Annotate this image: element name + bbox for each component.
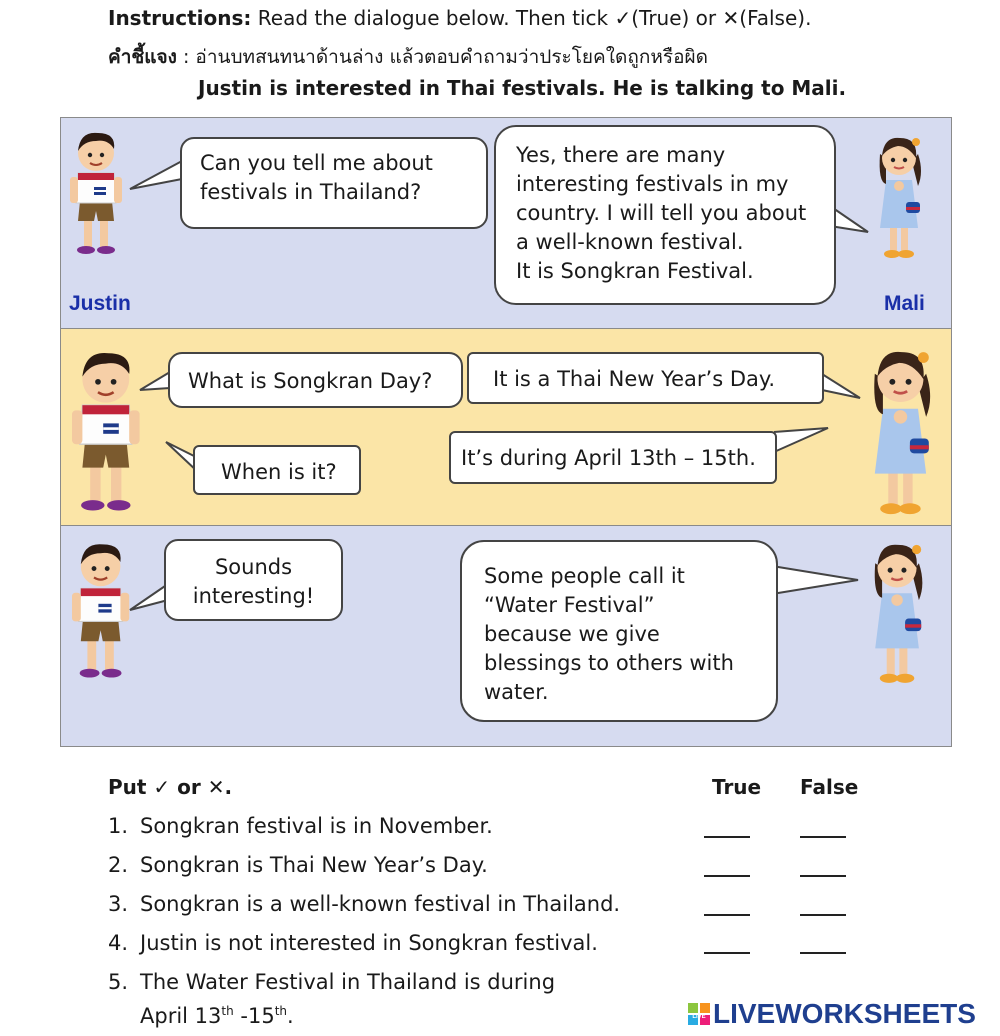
speech-bubble-justin-1 xyxy=(180,137,488,229)
question-text: The Water Festival in Thailand is during xyxy=(140,970,556,994)
liveworksheets-logo xyxy=(688,998,976,1030)
question-number: 4. xyxy=(108,931,129,955)
true-answer-blank-2[interactable] xyxy=(704,875,750,877)
question-number: 1. xyxy=(108,814,129,838)
bubble-line: blessings to others with xyxy=(484,651,734,675)
speech-bubble-justin-2: What is Songkran Day? xyxy=(168,352,463,408)
speech-bubble-mali-2: It is a Thai New Year’s Day. xyxy=(467,352,824,404)
speech-bubble-mali-1 xyxy=(494,125,836,305)
mali-illustration xyxy=(866,128,936,268)
speech-bubble-justin-4 xyxy=(164,539,343,621)
false-answer-blank-3[interactable] xyxy=(800,914,846,916)
false-answer-blank-2[interactable] xyxy=(800,875,846,877)
bubble-line: a well-known festival. xyxy=(516,230,744,254)
thai-text: : อ่านบทสนทนาด้านล่าง แล้วตอบคำถามว่าประโยคใดถูกหรือผิด xyxy=(182,46,709,68)
speech-tail xyxy=(138,368,172,398)
true-column-header: True xyxy=(712,775,762,799)
speech-bubble-mali-3: It’s during April 13th – 15th. xyxy=(449,431,777,484)
speech-tail xyxy=(820,368,864,402)
logo-text: LIVEWORKSHEETS xyxy=(713,998,976,1029)
svg-text:LIVE: LIVE xyxy=(692,1014,706,1020)
question-number: 2. xyxy=(108,853,129,877)
instructions-text: Read the dialogue below. Then tick ✓(True) or ✕(False). xyxy=(257,6,812,30)
lead-sentence: Justin is interested in Thai festivals. He is talking to Mali. xyxy=(198,76,847,100)
mali-name-label: Mali xyxy=(884,292,925,315)
justin-name-label: Justin xyxy=(69,292,131,315)
question-1 xyxy=(108,812,493,841)
false-answer-blank-1[interactable] xyxy=(800,836,846,838)
question-4 xyxy=(108,929,598,958)
question-text-line2: April 13th -15th. xyxy=(140,1004,294,1028)
speech-tail xyxy=(770,426,832,460)
bubble-line: festivals in Thailand? xyxy=(200,180,422,204)
instructions-label: Instructions: xyxy=(108,6,252,30)
liveworksheets-logo-icon xyxy=(688,1003,710,1025)
bubble-line: interesting festivals in my xyxy=(516,172,789,196)
question-text: Songkran is Thai New Year’s Day. xyxy=(140,853,488,877)
justin-illustration xyxy=(66,342,146,512)
bubble-line: water. xyxy=(484,680,549,704)
speech-tail xyxy=(770,560,862,604)
question-3 xyxy=(108,890,620,919)
justin-illustration xyxy=(66,536,136,686)
bubble-line: Can you tell me about xyxy=(200,151,433,175)
question-2 xyxy=(108,851,488,880)
true-answer-blank-3[interactable] xyxy=(704,914,750,916)
speech-tail xyxy=(128,155,186,195)
question-text: Songkran is a well-known festival in Thailand. xyxy=(140,892,621,916)
bubble-line: interesting! xyxy=(192,584,315,608)
quiz-instruction: Put ✓ or ✕. xyxy=(108,775,233,799)
false-column-header: False xyxy=(800,775,859,799)
mali-illustration xyxy=(858,534,938,694)
bubble-line: “Water Festival” xyxy=(484,593,655,617)
bubble-line: because we give xyxy=(484,622,660,646)
false-answer-blank-4[interactable] xyxy=(800,952,846,954)
speech-bubble-mali-4 xyxy=(460,540,778,722)
thai-label: คำชี้แจง xyxy=(108,46,177,68)
question-5 xyxy=(108,968,555,1031)
question-number: 3. xyxy=(108,892,129,916)
bubble-line: Some people call it xyxy=(484,564,685,588)
true-answer-blank-4[interactable] xyxy=(704,952,750,954)
justin-illustration xyxy=(64,125,134,265)
true-answer-blank-1[interactable] xyxy=(704,836,750,838)
bubble-line: Sounds xyxy=(214,555,293,579)
bubble-line: country. I will tell you about xyxy=(516,201,807,225)
instructions xyxy=(108,6,811,30)
question-text: Justin is not interested in Songkran festival. xyxy=(140,931,598,955)
question-number: 5. xyxy=(108,970,129,994)
speech-bubble-justin-3: When is it? xyxy=(193,445,361,495)
mali-illustration xyxy=(858,340,948,520)
bubble-line: It is Songkran Festival. xyxy=(516,259,754,283)
thai-instructions xyxy=(108,42,708,72)
question-text: Songkran festival is in November. xyxy=(140,814,493,838)
bubble-line: Yes, there are many xyxy=(516,143,726,167)
